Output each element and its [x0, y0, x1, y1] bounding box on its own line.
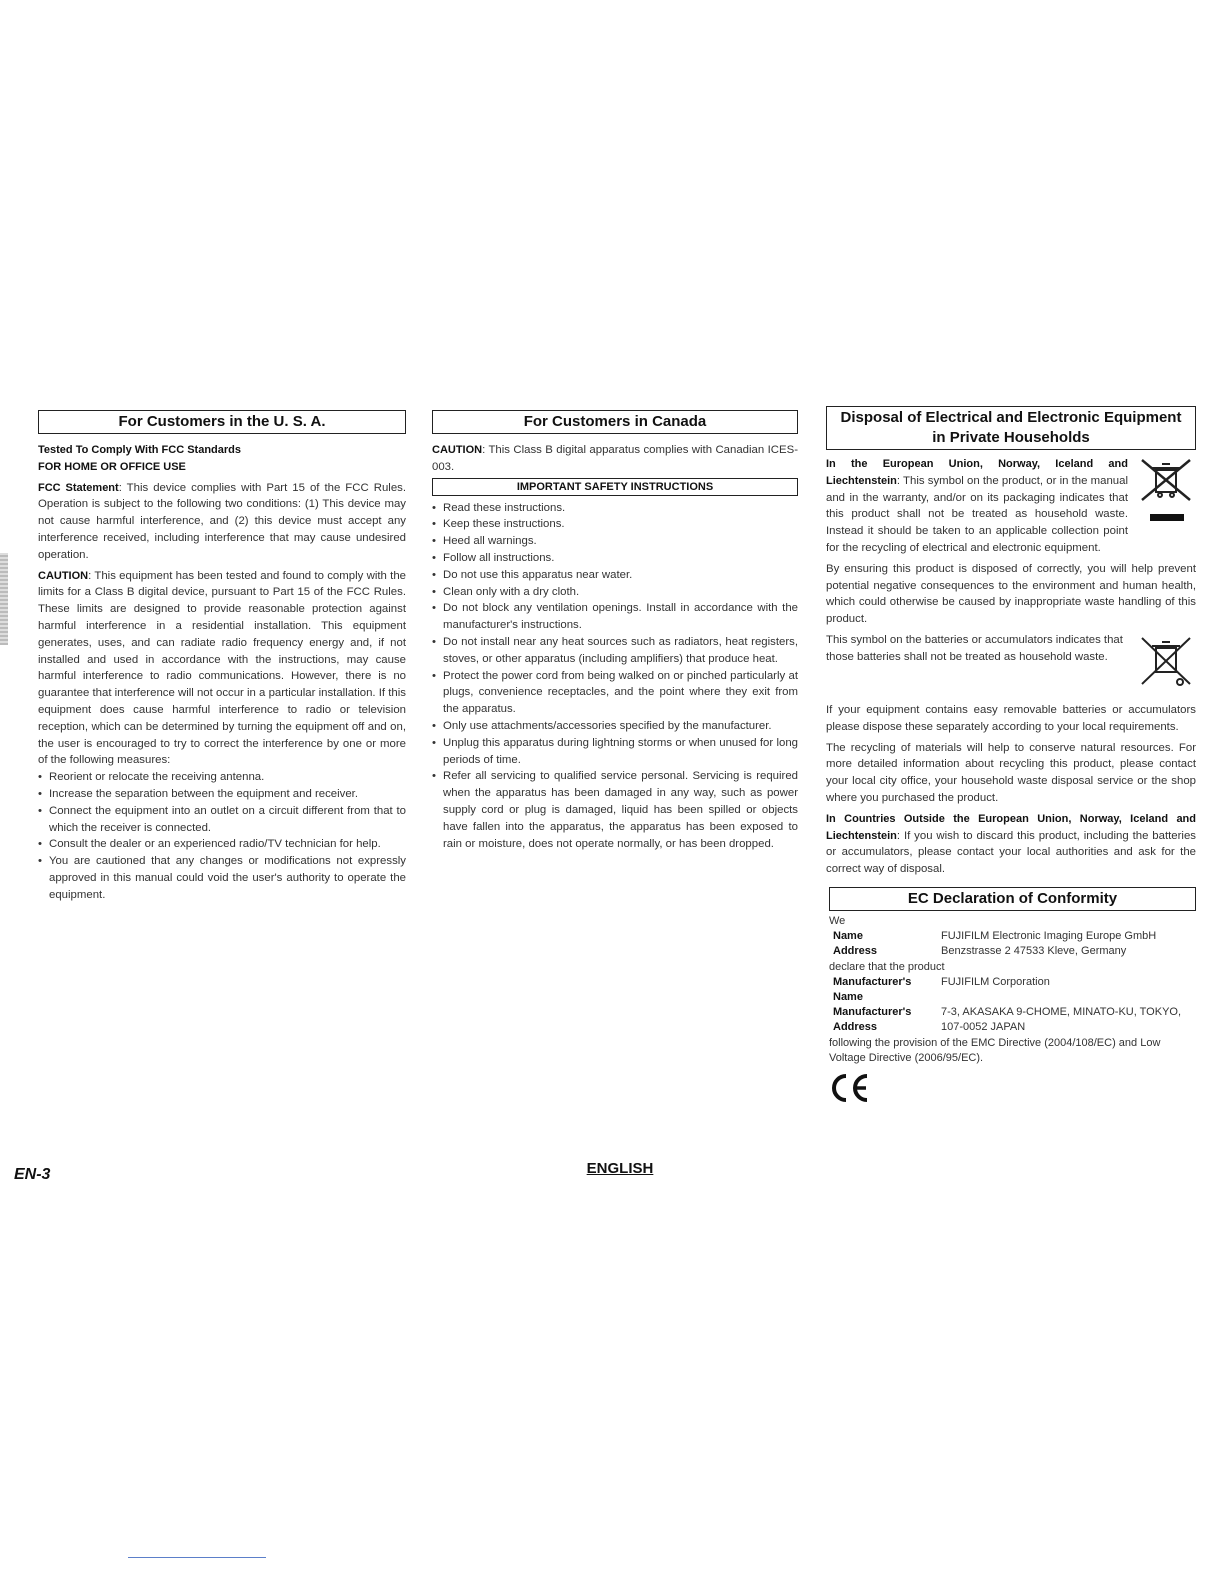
home-office-heading: FOR HOME OR OFFICE USE: [38, 460, 186, 473]
battery-paragraph: This symbol on the batteries or accumulators indicates that those batteries shall not be treated as household waste.: [826, 633, 1123, 663]
safety-instructions-title: IMPORTANT SAFETY INSTRUCTIONS: [432, 478, 798, 496]
canada-title: For Customers in Canada: [432, 410, 798, 434]
disposal-section: [826, 406, 1196, 882]
ce-mark-icon: [829, 1072, 1196, 1109]
ec-mfr-name-label: Manufacturer's Name: [833, 975, 912, 1004]
list-item: • Reorient or relocate the receiving antenna.: [38, 769, 406, 786]
list-item: • Follow all instructions.: [432, 550, 798, 567]
list-item: • Protect the power cord from being walked on or pinched particularly at plugs, convenience receptacles, and the point where they exit from the apparatus.: [432, 668, 798, 718]
language-label: ENGLISH: [586, 1160, 654, 1177]
ec-we: We: [829, 915, 846, 927]
list-item: • Do not install near any heat sources such as radiators, heat registers, stoves, or other apparatus (including amplifiers) that produce heat.: [432, 634, 798, 668]
ec-mfr-name-row: [829, 975, 1196, 1005]
list-item: • Refer all servicing to qualified service personal. Servicing is required when the apparatus has been damaged in any way, such as power supply cord or plug is damaged, liquid has been spilled or objects have fallen into the apparatus, the apparatus has been exposed to rain or moisture, does not operate normally, or has been dropped.: [432, 768, 798, 852]
list-item: • Do not block any ventilation openings. Install in accordance with the manufacturer's instructions.: [432, 600, 798, 634]
usa-caution: [38, 568, 406, 770]
ec-mfr-addr-label: Address: [833, 1021, 878, 1034]
ec-mfr-address-row2: [829, 1020, 1196, 1035]
list-item: • Unplug this apparatus during lightning storms or when unused for long periods of time.: [432, 735, 798, 769]
usa-section: [38, 410, 406, 904]
outside-text: : If you wish to discard this product, including the batteries or accumulators, please contact your local authorities and ask for the correct way of disposal.: [826, 829, 1196, 876]
ec-declare: declare that the product: [829, 960, 945, 973]
ec-address-value: Benzstrasse 2 47533 Kleve, Germany: [941, 945, 1127, 958]
list-item: • Consult the dealer or an experienced radio/TV technician for help.: [38, 836, 406, 853]
eu-label: In the European Union, Norway, Iceland and Liechtenstein: [826, 458, 1128, 487]
list-item: • Read these instructions.: [432, 500, 798, 517]
fcc-measures-list: [38, 769, 406, 903]
divider: [128, 1557, 266, 1558]
list-item: • Keep these instructions.: [432, 516, 798, 533]
ec-name-row: [829, 929, 1196, 944]
safety-instructions-list: [432, 500, 798, 853]
ec-title: EC Declaration of Conformity: [829, 887, 1196, 911]
ensure-paragraph: By ensuring this product is disposed of correctly, you will help prevent potential negative consequences to the environment and human health, which could otherwise be caused by inappropriate waste handling of this product.: [826, 562, 1196, 626]
ec-name-value: FUJIFILM Electronic Imaging Europe GmbH: [941, 930, 1157, 943]
list-item: • Clean only with a dry cloth.: [432, 584, 798, 601]
removable-paragraph: If your equipment contains easy removable batteries or accumulators please dispose these separately according to your local requirements.: [826, 703, 1196, 733]
canada-caution-text: : This Class B digital apparatus complies with Canadian ICES-003.: [432, 444, 798, 473]
ec-address-label: Address: [833, 945, 878, 958]
ec-mfr-addr-line2: 107-0052 JAPAN: [941, 1021, 1026, 1034]
list-item: • Heed all warnings.: [432, 533, 798, 550]
battery-bin-icon: [1136, 634, 1196, 694]
disposal-title-line2: in Private Households: [932, 429, 1090, 446]
list-item: • Do not use this apparatus near water.: [432, 567, 798, 584]
canada-caution-label: CAUTION: [432, 444, 483, 456]
usa-caution-label: CAUTION: [38, 569, 89, 582]
list-item: • You are cautioned that any changes or modifications not expressly approved in this manual could void the user's authority to operate the equipment.: [38, 853, 406, 903]
fcc-statement: [38, 480, 406, 564]
ec-name-label: Name: [833, 930, 863, 943]
ec-mfr-name-value: FUJIFILM Corporation: [941, 975, 1050, 988]
outside-label: In Countries Outside the European Union, Norway, Iceland and Liechtenstein: [826, 812, 1196, 842]
fcc-statement-text: : This device complies with Part 15 of the FCC Rules. Operation is subject to the following two conditions: (1) This device may not cause harmful interference, and (2) this device must accept any interference received, including interference that may cause undesired operation.: [38, 481, 407, 561]
disposal-title: [826, 406, 1196, 450]
list-item: • Only use attachments/accessories specified by the manufacturer.: [432, 718, 798, 735]
ec-declaration: [829, 887, 1196, 1109]
ec-mfr-addr-line1: 7-3, AKASAKA 9-CHOME, MINATO-KU, TOKYO,: [941, 1006, 1182, 1019]
list-item: • Increase the separation between the equipment and receiver.: [38, 786, 406, 803]
list-item: • Connect the equipment into an outlet on a circuit different from that to which the receiver is connected.: [38, 803, 406, 837]
outside-paragraph: [826, 811, 1196, 878]
ce-mark-svg: [829, 1072, 871, 1104]
scan-edge-artifact: [0, 553, 8, 645]
recycling-paragraph: The recycling of materials will help to conserve natural resources. For more detailed information about recycling this product, please contact your local city office, your household waste disposal service or the shop where you purchased the product.: [826, 741, 1196, 804]
canada-section: [432, 410, 798, 852]
weee-bin-icon: [1136, 456, 1196, 524]
ec-address-row: [829, 944, 1196, 959]
usa-caution-text: : This equipment has been tested and found to comply with the limits for a Class B digital device, pursuant to Part 15 of the FCC Rules. These limits are designed to provide reasonable protection against harmful interference in a residential installation. This equipment generates, uses, and can radiate radio frequency energy and, if not installed and used in accordance with the instructions, may cause harmful interference to radio communications. However, there is no guarantee that interference will not occur in a particular installation. If this equipment does cause harmful interference to radio or television reception, which can be determined by turning the equipment off and on, the user is encouraged to try to correct the interference by one or more of the following measures:: [38, 569, 406, 767]
fcc-statement-label: FCC Statement: [38, 481, 119, 494]
page-number: EN-3: [14, 1166, 51, 1183]
eu-text: : This symbol on the product, or in the manual and in the warranty, and/or on its packaging indicates that this product shall not be treated as household waste. Instead it should be taken to an applicable collection point for the recycling of electrical and electronic equipment.: [826, 474, 1128, 554]
fcc-tested-heading: Tested To Comply With FCC Standards: [38, 444, 242, 456]
disposal-title-line1: Disposal of Electrical and Electronic Equipment: [840, 409, 1182, 426]
ec-following: following the provision of the EMC Directive (2004/108/EC) and Low Voltage Directive (2006/95/EC).: [829, 1036, 1161, 1064]
canada-caution: [432, 442, 798, 476]
usa-title: For Customers in the U. S. A.: [38, 410, 406, 434]
ec-mfr-address-row: [829, 1005, 1196, 1020]
ec-mfr-label: Manufacturer's: [833, 1006, 912, 1019]
